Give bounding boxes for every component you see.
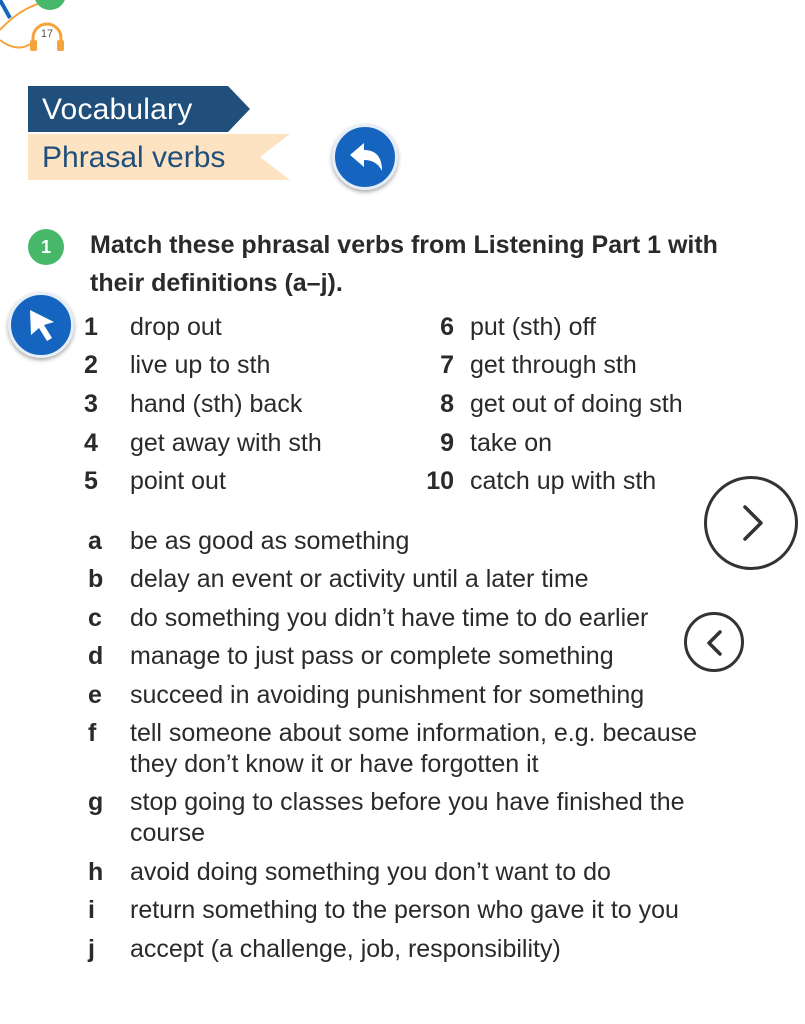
section-title: Vocabulary bbox=[42, 93, 193, 126]
definition-letter: h bbox=[88, 857, 104, 886]
definition-text: accept (a challenge, job, responsibility) bbox=[130, 934, 561, 963]
verb-list-left bbox=[84, 308, 322, 501]
definition-item bbox=[88, 526, 748, 557]
definition-text: be as good as something bbox=[130, 527, 410, 555]
track-number: 17 bbox=[40, 28, 54, 40]
definition-letter: f bbox=[88, 718, 97, 747]
definition-list bbox=[88, 526, 748, 972]
verb-text: put (sth) off bbox=[470, 312, 596, 341]
definition-item bbox=[88, 680, 748, 711]
verb-number: 6 bbox=[440, 312, 454, 341]
undo-arrow-icon bbox=[348, 141, 384, 175]
definition-text: return something to the person who gave it to you bbox=[130, 896, 679, 925]
verb-item bbox=[84, 462, 322, 501]
verb-number: 2 bbox=[84, 351, 98, 380]
definition-letter: e bbox=[88, 680, 102, 709]
definition-item bbox=[88, 934, 748, 965]
definition-letter: j bbox=[88, 934, 95, 963]
verb-text: drop out bbox=[130, 312, 222, 341]
definition-text: succeed in avoiding punishment for something bbox=[130, 680, 645, 709]
definition-text: stop going to classes before you have finished the course bbox=[130, 788, 685, 848]
definition-letter: b bbox=[88, 565, 104, 594]
definition-item bbox=[88, 603, 748, 634]
verb-number: 7 bbox=[440, 351, 454, 380]
definition-item bbox=[88, 641, 748, 672]
verb-text: take on bbox=[470, 428, 553, 457]
definition-item bbox=[88, 895, 748, 926]
verb-item bbox=[84, 424, 322, 463]
definition-text: do something you didn’t have time to do earlier bbox=[130, 603, 649, 632]
exercise-instruction: Match these phrasal verbs from Listening Part 1 with their definitions (a–j). bbox=[90, 231, 718, 297]
definition-letter: g bbox=[88, 788, 104, 817]
verb-number: 3 bbox=[84, 389, 98, 418]
definition-text: delay an event or activity until a later time bbox=[130, 565, 589, 594]
verb-item bbox=[390, 308, 683, 347]
back-button[interactable] bbox=[332, 124, 398, 190]
verb-text: catch up with sth bbox=[470, 467, 657, 496]
verb-number: 5 bbox=[84, 467, 98, 496]
definition-item bbox=[88, 564, 748, 595]
verb-text: live up to sth bbox=[130, 351, 271, 380]
verb-item bbox=[390, 347, 683, 386]
subsection-banner bbox=[28, 134, 290, 180]
exercise-number-badge: 1 bbox=[28, 229, 64, 265]
definition-letter: d bbox=[88, 642, 104, 671]
definition-text: tell someone about some information, e.g. because they don’t know it or have forgotten it bbox=[130, 718, 698, 778]
section-banner bbox=[28, 86, 250, 132]
verb-item bbox=[84, 385, 322, 424]
verb-number: 9 bbox=[440, 428, 454, 457]
definition-letter: c bbox=[88, 603, 102, 632]
verb-item bbox=[390, 462, 683, 501]
definition-text: manage to just pass or complete something bbox=[130, 642, 614, 671]
verb-list-right bbox=[390, 308, 683, 501]
audio-track-badge[interactable] bbox=[28, 20, 66, 50]
verb-text: get through sth bbox=[470, 351, 637, 380]
verb-number: 4 bbox=[84, 428, 98, 457]
verb-item bbox=[84, 347, 322, 386]
definition-letter: a bbox=[88, 527, 102, 555]
definition-item bbox=[88, 787, 748, 849]
verb-text: get away with sth bbox=[130, 428, 322, 457]
verb-text: get out of doing sth bbox=[470, 389, 683, 418]
verb-number: 10 bbox=[426, 467, 454, 496]
verb-item bbox=[390, 385, 683, 424]
verb-text: point out bbox=[130, 467, 226, 496]
definition-letter: i bbox=[88, 896, 95, 925]
verb-number: 1 bbox=[84, 312, 98, 341]
subsection-title: Phrasal verbs bbox=[42, 141, 226, 174]
pointer-cursor-icon bbox=[27, 308, 57, 342]
definition-item bbox=[88, 718, 748, 780]
definition-item bbox=[88, 857, 748, 888]
verb-number: 8 bbox=[440, 389, 454, 418]
definition-text: avoid doing something you don’t want to do bbox=[130, 857, 611, 886]
verb-text: hand (sth) back bbox=[130, 389, 303, 418]
verb-item bbox=[84, 308, 322, 347]
verb-item bbox=[390, 424, 683, 463]
pointer-tool-button[interactable] bbox=[8, 292, 74, 358]
